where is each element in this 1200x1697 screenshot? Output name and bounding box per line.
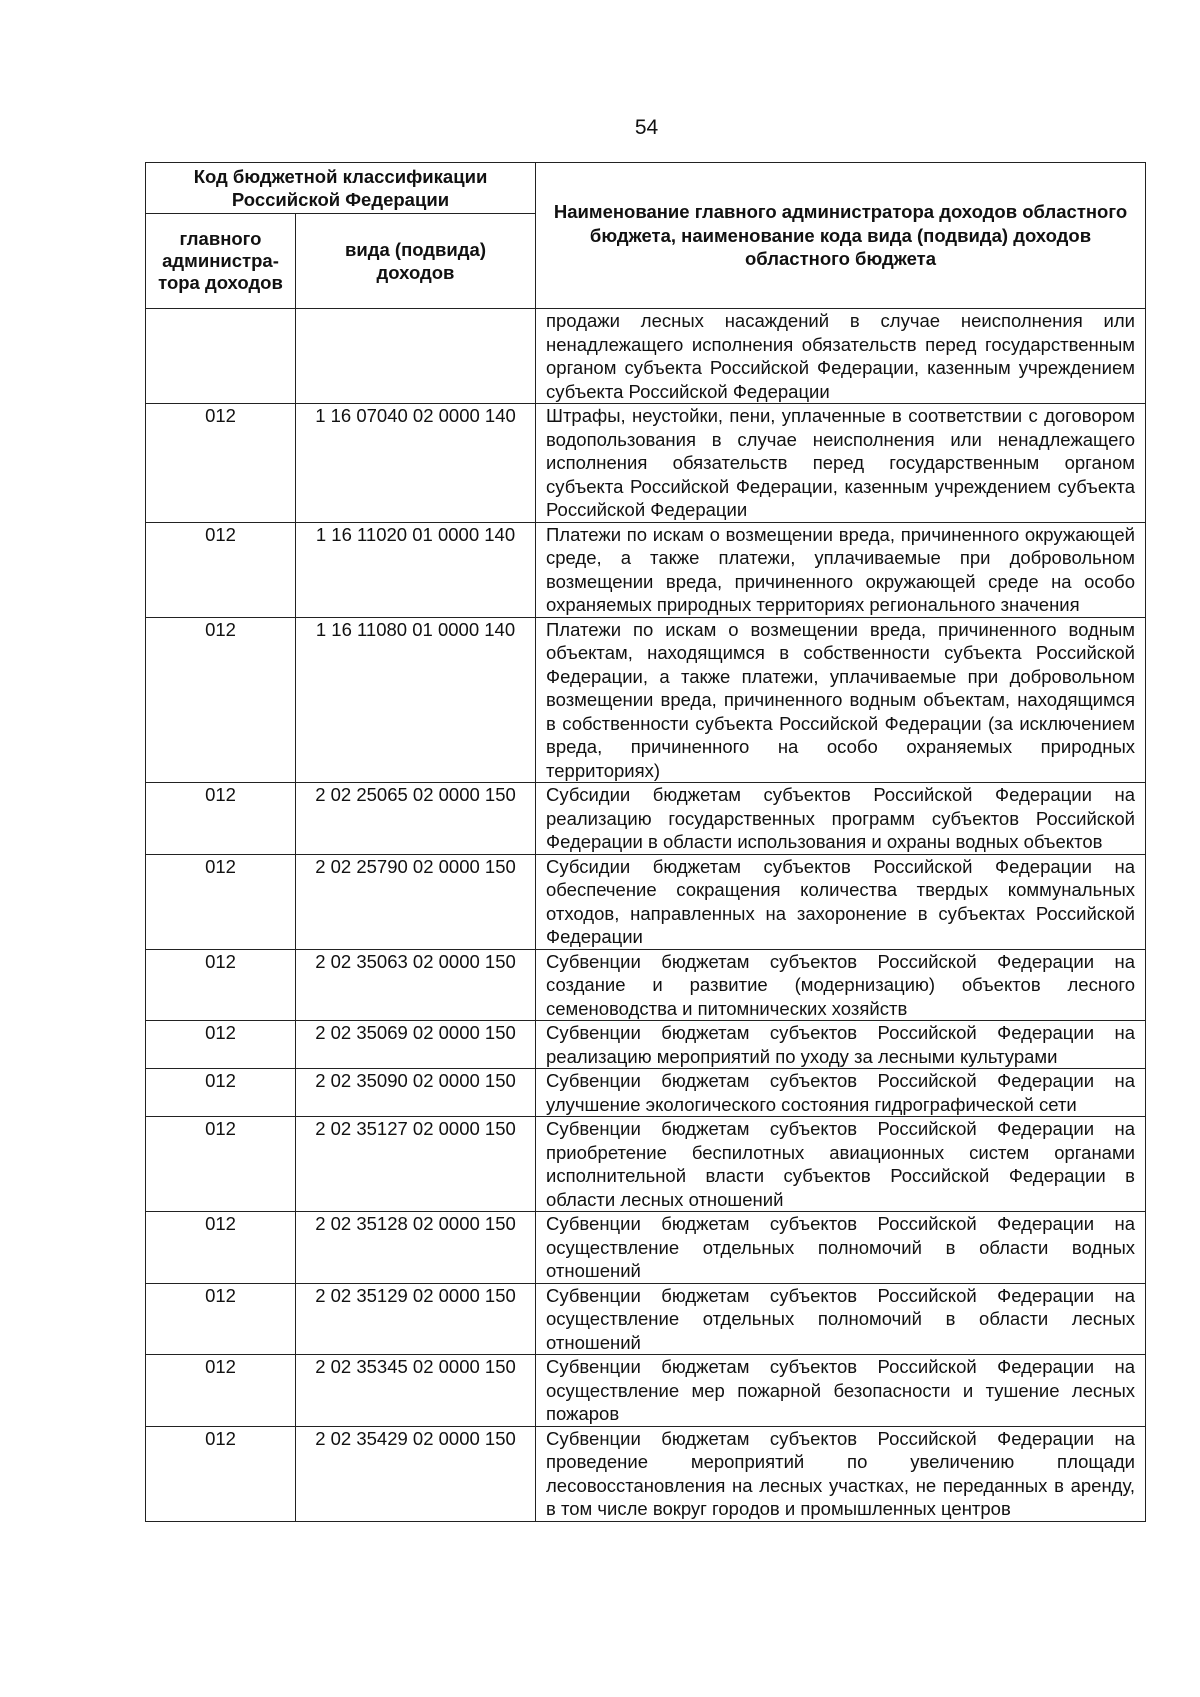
admin-code-cell: 012 <box>146 617 296 783</box>
income-name-cell: Платежи по искам о возмещении вреда, причиненного окружающей среде, а также платежи, уплачиваемые при добровольном возмещении вреда, причиненного окружающей среде на особо охраняемых природных территориях регионального значения <box>536 522 1146 617</box>
income-code-cell: 2 02 35429 02 0000 150 <box>296 1426 536 1521</box>
income-name-cell: Субсидии бюджетам субъектов Российской Федерации на обеспечение сокращения количества твердых коммунальных отходов, направленных на захоронение в субъектах Российской Федерации <box>536 854 1146 949</box>
income-name-cell: Субсидии бюджетам субъектов Российской Федерации на реализацию государственных программ субъектов Российской Федерации в области использования и охраны водных объектов <box>536 783 1146 855</box>
table-header <box>146 163 1146 309</box>
table-row <box>146 1212 1146 1284</box>
admin-code-cell: 012 <box>146 1355 296 1427</box>
header-group-classification-code: Код бюджетной классификации Российской Федерации <box>146 163 536 214</box>
income-name-cell: Субвенции бюджетам субъектов Российской Федерации на улучшение экологического состояния гидрографической сети <box>536 1069 1146 1117</box>
income-code-cell <box>296 309 536 404</box>
income-name-cell: Субвенции бюджетам субъектов Российской Федерации на осуществление отдельных полномочий в области лесных отношений <box>536 1283 1146 1355</box>
income-code-cell: 2 02 35127 02 0000 150 <box>296 1117 536 1212</box>
header-admin-code-column: главного администра-тора доходов <box>146 214 296 309</box>
table-row <box>146 1426 1146 1521</box>
income-code-cell: 2 02 35345 02 0000 150 <box>296 1355 536 1427</box>
admin-code-cell: 012 <box>146 1117 296 1212</box>
income-name-cell: Субвенции бюджетам субъектов Российской Федерации на создание и развитие (модернизацию) объектов лесного семеноводства и питомнических хозяйств <box>536 949 1146 1021</box>
income-code-cell: 2 02 35090 02 0000 150 <box>296 1069 536 1117</box>
table-row <box>146 522 1146 617</box>
table-row <box>146 404 1146 523</box>
table-row <box>146 1283 1146 1355</box>
admin-code-cell: 012 <box>146 1426 296 1521</box>
table-row <box>146 617 1146 783</box>
table-row <box>146 949 1146 1021</box>
income-name-cell: Субвенции бюджетам субъектов Российской Федерации на осуществление мер пожарной безопасности и тушение лесных пожаров <box>536 1355 1146 1427</box>
admin-code-cell: 012 <box>146 949 296 1021</box>
header-name-column: Наименование главного администратора доходов областного бюджета, наименование кода вида (подвида) доходов областного бюджета <box>536 163 1146 309</box>
header-income-type-column: вида (подвида) доходов <box>296 214 536 309</box>
income-name-cell: Субвенции бюджетам субъектов Российской Федерации на осуществление отдельных полномочий в области водных отношений <box>536 1212 1146 1284</box>
table-row <box>146 1069 1146 1117</box>
income-code-cell: 2 02 35069 02 0000 150 <box>296 1021 536 1069</box>
admin-code-cell: 012 <box>146 522 296 617</box>
table-row <box>146 309 1146 404</box>
income-name-cell: Субвенции бюджетам субъектов Российской Федерации на проведение мероприятий по увеличению площади лесовосстановления на лесных участках, не переданных в аренду, в том числе вокруг городов и промышленных центров <box>536 1426 1146 1521</box>
income-code-cell: 2 02 35063 02 0000 150 <box>296 949 536 1021</box>
admin-code-cell: 012 <box>146 1283 296 1355</box>
admin-code-cell: 012 <box>146 1069 296 1117</box>
income-name-cell: Субвенции бюджетам субъектов Российской Федерации на реализацию мероприятий по уходу за лесными культурами <box>536 1021 1146 1069</box>
income-code-cell: 2 02 25790 02 0000 150 <box>296 854 536 949</box>
income-name-cell: продажи лесных насаждений в случае неисполнения или ненадлежащего исполнения обязательств перед государственным органом субъекта Российской Федерации, казенным учреждением субъекта Российской Федерации <box>536 309 1146 404</box>
income-code-cell: 2 02 35129 02 0000 150 <box>296 1283 536 1355</box>
income-name-cell: Субвенции бюджетам субъектов Российской Федерации на приобретение беспилотных авиационных систем органами исполнительной власти субъектов Российской Федерации в области лесных отношений <box>536 1117 1146 1212</box>
income-code-cell: 1 16 11020 01 0000 140 <box>296 522 536 617</box>
income-code-cell: 2 02 25065 02 0000 150 <box>296 783 536 855</box>
table-row <box>146 1021 1146 1069</box>
table-body <box>146 309 1146 1522</box>
admin-code-cell: 012 <box>146 404 296 523</box>
admin-code-cell: 012 <box>146 1021 296 1069</box>
admin-code-cell: 012 <box>146 783 296 855</box>
income-code-cell: 1 16 07040 02 0000 140 <box>296 404 536 523</box>
table-row <box>146 1117 1146 1212</box>
admin-code-cell: 012 <box>146 854 296 949</box>
income-code-cell: 2 02 35128 02 0000 150 <box>296 1212 536 1284</box>
table-row <box>146 783 1146 855</box>
page-number: 54 <box>634 116 659 139</box>
income-code-cell: 1 16 11080 01 0000 140 <box>296 617 536 783</box>
budget-classification-table <box>145 162 1146 1522</box>
admin-code-cell: 012 <box>146 1212 296 1284</box>
table-row <box>146 854 1146 949</box>
table-row <box>146 1355 1146 1427</box>
income-name-cell: Платежи по искам о возмещении вреда, причиненного водным объектам, находящимся в собственности субъекта Российской Федерации, а также платежи, уплачиваемые при добровольном возмещении вреда, причиненного водным объектам, находящимся в собственности субъекта Российской Федерации (за исключением вреда, причиненного на особо охраняемых природных территориях) <box>536 617 1146 783</box>
admin-code-cell <box>146 309 296 404</box>
income-name-cell: Штрафы, неустойки, пени, уплаченные в соответствии с договором водопользования в случае неисполнения или ненадлежащего исполнения обязательств перед государственным органом субъекта Российской Федерации, казенным учреждением субъекта Российской Федерации <box>536 404 1146 523</box>
